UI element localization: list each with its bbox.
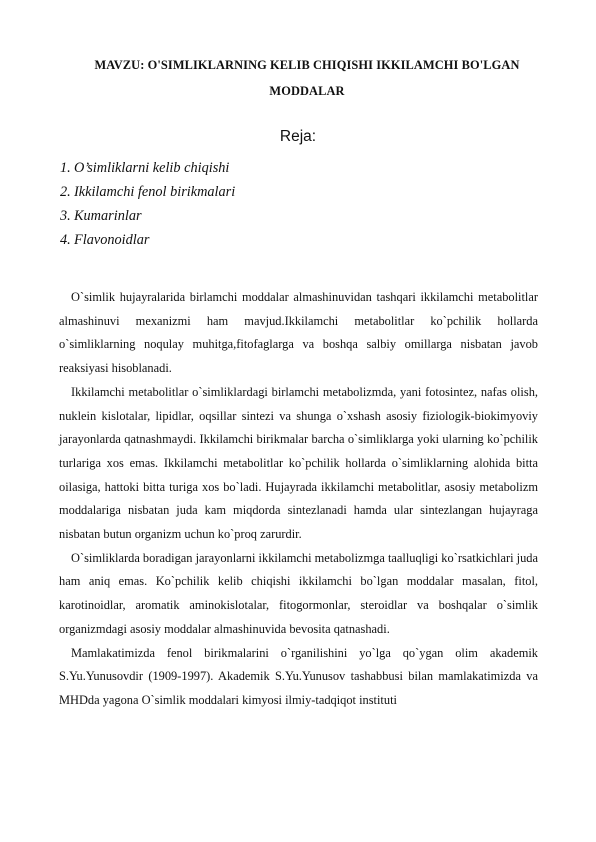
plan-item-number: 4. [60,232,71,248]
plan-list [60,156,235,252]
plan-item-text: Flavonoidlar [74,232,150,248]
paragraph: O`simlik hujayralarida birlamchi moddalar almashinuvidan tashqari ikkilamchi metabolitlar almashinuvi mexanizmi ham mavjud.Ikkilamchi metabolitlar ko`pchilik hollarda o`simliklarning noqulay muhitga,fitofaglarga va boshqa salbiy omillarga nisbatan javob reaksiyasi hisoblanadi. [59,290,538,376]
plan-item [60,180,235,204]
plan-item-number: 1. [60,160,71,176]
title-line-2: MODDALAR [269,84,345,98]
plan-item [60,156,235,180]
plan-item-number: 3. [60,208,71,224]
plan-item-number: 2. [60,184,71,200]
body-text [59,286,538,713]
paragraph: Ikkilamchi metabolitlar o`simliklardagi birlamchi metabolizmda, yani fotosintez, nafas olish, nuklein kislotalar, lipidlar, oqsillar sintezi va shunga o`xshash asosiy fiziologik-biokimyoviy jarayonlarda qatnashmaydi. Ikkilamchi birikmalar barcha o`simliklarga yoki ularning ko`pchilik turlariga xos emas. Ikkilamchi metabolitlar ko`pchilik hollarda o`simliklarning alohida bitta oilasiga, hattoki bitta turiga xos bo`ladi. Hujayrada ikkilamchi metabolitlar, asosiy metabolizm moddalariga nisbatan juda kam miqdorda sintezlanadi hamda ular sintezlangan hujayraga nisbatan butun organizm uchun ko`proq zarurdir. [59,384,538,542]
plan-heading: Reja: [279,128,317,145]
title-line-1: MAVZU: O'SIMLIKLARNING KELIB CHIQISHI IKKILAMCHI BO'LGAN [94,58,520,72]
plan-item [60,204,235,228]
plan-item-text: Kumarinlar [74,208,142,224]
document-title [62,52,552,104]
plan-item [60,228,235,252]
plan-item-text: O’simliklarni kelib chiqishi [74,160,230,176]
plan-item-text: Ikkilamchi fenol birikmalari [74,184,236,200]
paragraph: O`simliklarda boradigan jarayonlarni ikkilamchi metabolizmga taalluqligi ko`rsatkichlari juda ham aniq emas. Ko`pchilik kelib chiqishi ikkilamchi bo`lgan moddalar masalan, fitol, karotinoidlar, aromatik aminokislotalar, fitogormonlar, steroidlar va boshqalar o`simlik organizmdagi asosiy moddalar almashinuvida bevosita qatnashadi. [59,550,538,636]
paragraph: Mamlakatimizda fenol birikmalarini o`rganilishini yo`lga qo`ygan olim akademik S.Yu.Yunusovdir (1909-1997). Akademik S.Yu.Yunusov tashabbusi bilan mamlakatimizda va MHDda yagona O`simlik moddalari kimyosi ilmiy-tadqiqot instituti [59,645,538,707]
